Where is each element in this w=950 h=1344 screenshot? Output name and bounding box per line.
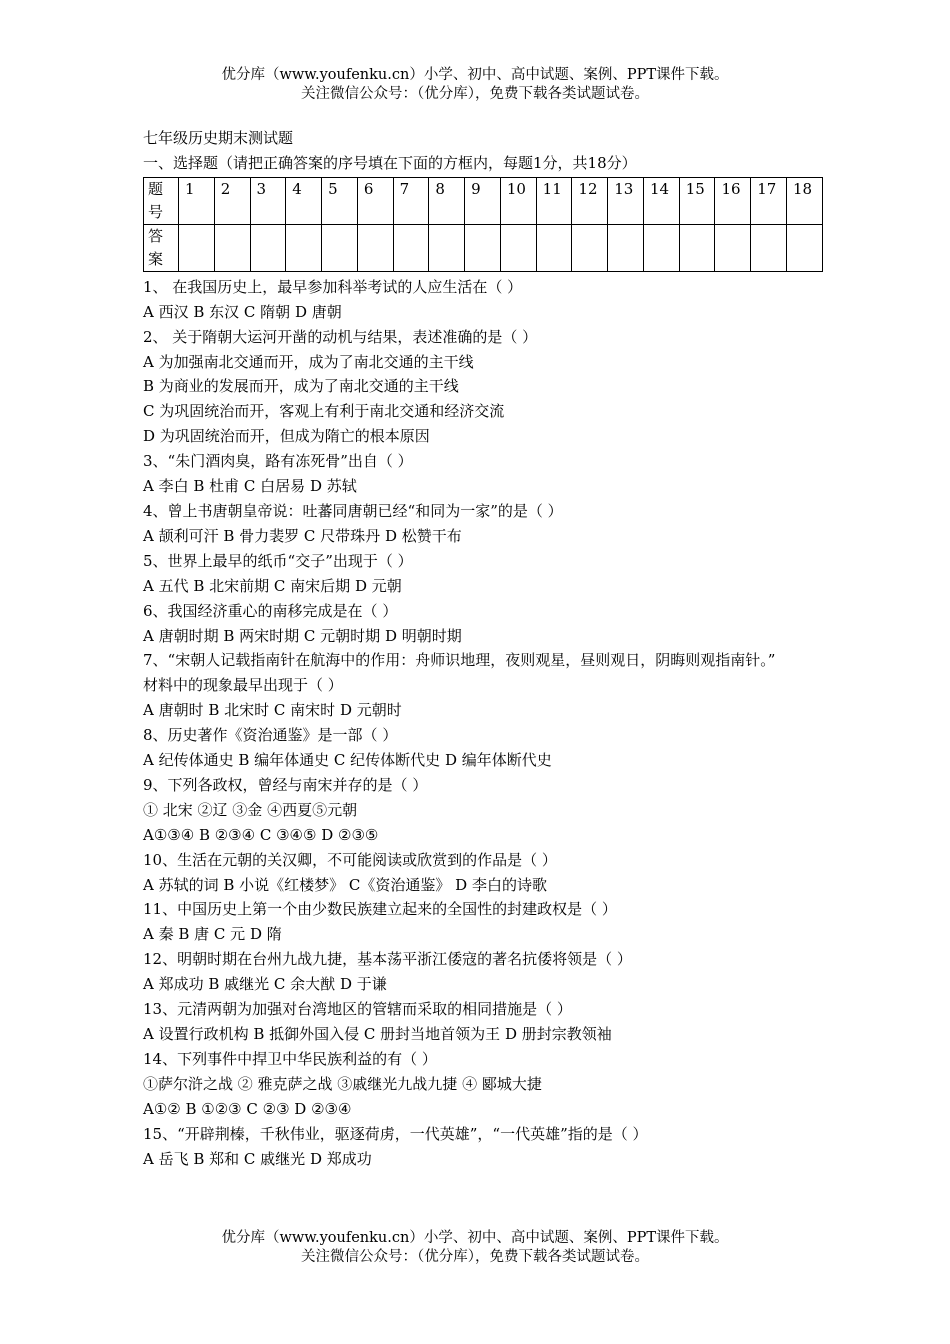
question-9-items: ① 北宋 ②辽 ③金 ④西夏⑤元朝 bbox=[143, 800, 358, 819]
question-number-cell: 2 bbox=[214, 177, 250, 224]
answer-table bbox=[143, 177, 823, 272]
answer-cell[interactable] bbox=[179, 224, 215, 271]
question-2-option-c: C 为巩固统治而开，客观上有利于南北交通和经济交流 bbox=[143, 402, 505, 421]
answer-cell[interactable] bbox=[679, 224, 715, 271]
question-5-options: A 五代 B 北宋前期 C 南宋后期 D 元朝 bbox=[143, 576, 402, 595]
page-footer bbox=[0, 1229, 950, 1267]
question-1-options: A 西汉 B 东汉 C 隋朝 D 唐朝 bbox=[143, 302, 342, 321]
question-15-options: A 岳飞 B 郑和 C 戚继光 D 郑成功 bbox=[143, 1149, 372, 1168]
footer-line-2: 关注微信公众号：（优分库），免费下载各类试题试卷。 bbox=[301, 1249, 649, 1265]
answer-row bbox=[144, 224, 823, 271]
question-1: 1、 在我国历史上，最早参加科举考试的人应生活在（ ） bbox=[143, 277, 523, 296]
exam-title: 七年级历史期末测试题 bbox=[143, 129, 294, 147]
question-number-cell: 18 bbox=[787, 177, 823, 224]
answer-cell[interactable] bbox=[572, 224, 608, 271]
question-10: 10、生活在元朝的关汉卿，不可能阅读或欣赏到的作品是（ ） bbox=[143, 850, 557, 869]
question-2-option-d: D 为巩固统治而开，但成为隋亡的根本原因 bbox=[143, 427, 430, 446]
section-heading: 一、选择题（请把正确答案的序号填在下面的方框内，每题1分，共18分） bbox=[143, 153, 637, 172]
answer-cell[interactable] bbox=[715, 224, 751, 271]
question-6-options: A 唐朝时期 B 两宋时期 C 元朝时期 D 明朝时期 bbox=[143, 626, 462, 645]
question-9: 9、下列各政权，曾经与南宋并存的是（ ） bbox=[143, 775, 428, 794]
question-number-cell: 8 bbox=[429, 177, 465, 224]
question-13-options: A 设置行政机构 B 抵御外国入侵 C 册封当地首领为王 D 册封宗教领袖 bbox=[143, 1025, 612, 1043]
question-11: 11、中国历史上第一个由少数民族建立起来的全国性的封建政权是（ ） bbox=[143, 900, 617, 919]
answer-cell[interactable] bbox=[286, 224, 322, 271]
question-number-cell: 10 bbox=[500, 177, 536, 224]
question-number-cell: 17 bbox=[751, 177, 787, 224]
question-number-header: 题 号 bbox=[144, 177, 179, 224]
question-8-options: A 纪传体通史 B 编年体通史 C 纪传体断代史 D 编年体断代史 bbox=[143, 751, 552, 770]
answer-cell[interactable] bbox=[429, 224, 465, 271]
footer-line-1: 优分库（www.youfenku.cn）小学、初中、高中试题、案例、PPT课件下载。 bbox=[221, 1230, 729, 1246]
question-number-cell: 1 bbox=[179, 177, 215, 224]
question-5: 5、世界上最早的纸币“交子”出现于（ ） bbox=[143, 551, 413, 570]
answer-header: 答 案 bbox=[144, 224, 179, 271]
question-6: 6、我国经济重心的南移完成是在（ ） bbox=[143, 601, 398, 620]
question-2-option-b: B 为商业的发展而开，成为了南北交通的主干线 bbox=[143, 377, 459, 396]
header-line-1: 优分库（www.youfenku.cn）小学、初中、高中试题、案例、PPT课件下载。 bbox=[221, 67, 729, 83]
answer-cell[interactable] bbox=[787, 224, 823, 271]
question-number-row bbox=[144, 177, 823, 224]
question-8: 8、历史著作《资治通鉴》是一部（ ） bbox=[143, 726, 398, 745]
question-14-options: A①② B ①②③ C ②③ D ②③④ bbox=[143, 1099, 352, 1118]
question-number-cell: 15 bbox=[679, 177, 715, 224]
question-number-cell: 9 bbox=[465, 177, 501, 224]
answer-cell[interactable] bbox=[465, 224, 501, 271]
question-number-cell: 5 bbox=[322, 177, 358, 224]
answer-cell[interactable] bbox=[250, 224, 286, 271]
answer-cell[interactable] bbox=[500, 224, 536, 271]
question-4-options: A 颉利可汗 B 骨力裴罗 C 尺带珠丹 D 松赞干布 bbox=[143, 526, 462, 545]
question-number-cell: 3 bbox=[250, 177, 286, 224]
answer-cell[interactable] bbox=[536, 224, 572, 271]
question-12: 12、明朝时期在台州九战九捷，基本荡平浙江倭寇的著名抗倭将领是（ ） bbox=[143, 950, 632, 969]
question-7-options: A 唐朝时 B 北宋时 C 南宋时 D 元朝时 bbox=[143, 701, 402, 720]
question-9-options: A①③④ B ②③④ C ③④⑤ D ②③⑤ bbox=[143, 825, 379, 844]
exam-content bbox=[143, 126, 823, 1171]
answer-cell[interactable] bbox=[393, 224, 429, 271]
question-11-options: A 秦 B 唐 C 元 D 隋 bbox=[143, 925, 282, 944]
question-13: 13、元清两朝为加强对台湾地区的管辖而采取的相同措施是（ ） bbox=[143, 1000, 572, 1019]
question-12-options: A 郑成功 B 戚继光 C 余大猷 D 于谦 bbox=[143, 975, 387, 994]
question-number-cell: 7 bbox=[393, 177, 429, 224]
question-14-items: ①萨尔浒之战 ② 雅克萨之战 ③戚继光九战九捷 ④ 郾城大捷 bbox=[143, 1074, 542, 1093]
answer-cell[interactable] bbox=[214, 224, 250, 271]
answer-cell[interactable] bbox=[608, 224, 644, 271]
page-header bbox=[0, 66, 950, 104]
question-4: 4、曾上书唐朝皇帝说：吐蕃同唐朝已经“和同为一家”的是（ ） bbox=[143, 501, 563, 520]
question-3: 3、“朱门酒肉臭，路有冻死骨”出自（ ） bbox=[143, 452, 413, 471]
question-number-cell: 6 bbox=[357, 177, 393, 224]
question-7-prompt: 材料中的现象最早出现于（ ） bbox=[143, 676, 343, 695]
question-number-cell: 16 bbox=[715, 177, 751, 224]
question-14: 14、下列事件中捍卫中华民族利益的有（ ） bbox=[143, 1049, 437, 1068]
question-number-cell: 14 bbox=[643, 177, 679, 224]
answer-cell[interactable] bbox=[751, 224, 787, 271]
question-2-option-a: A 为加强南北交通而开，成为了南北交通的主干线 bbox=[143, 352, 474, 371]
answer-cell[interactable] bbox=[322, 224, 358, 271]
header-line-2: 关注微信公众号：（优分库），免费下载各类试题试卷。 bbox=[301, 86, 649, 102]
question-10-options: A 苏轼的词 B 小说《红楼梦》 C《资治通鉴》 D 李白的诗歌 bbox=[143, 875, 547, 894]
question-7: 7、“宋朝人记载指南针在航海中的作用：舟师识地理，夜则观星，昼则观日，阴晦则观指南针。” bbox=[143, 651, 776, 670]
question-3-options: A 李白 B 杜甫 C 白居易 D 苏轼 bbox=[143, 477, 357, 496]
answer-cell[interactable] bbox=[357, 224, 393, 271]
question-number-cell: 12 bbox=[572, 177, 608, 224]
question-2: 2、 关于隋朝大运河开凿的动机与结果，表述准确的是（ ） bbox=[143, 327, 538, 346]
answer-cell[interactable] bbox=[643, 224, 679, 271]
question-15: 15、“开辟荆榛，千秋伟业，驱逐荷虏，一代英雄”，“一代英雄”指的是（ ） bbox=[143, 1124, 648, 1143]
question-number-cell: 4 bbox=[286, 177, 322, 224]
question-number-cell: 11 bbox=[536, 177, 572, 224]
question-number-cell: 13 bbox=[608, 177, 644, 224]
